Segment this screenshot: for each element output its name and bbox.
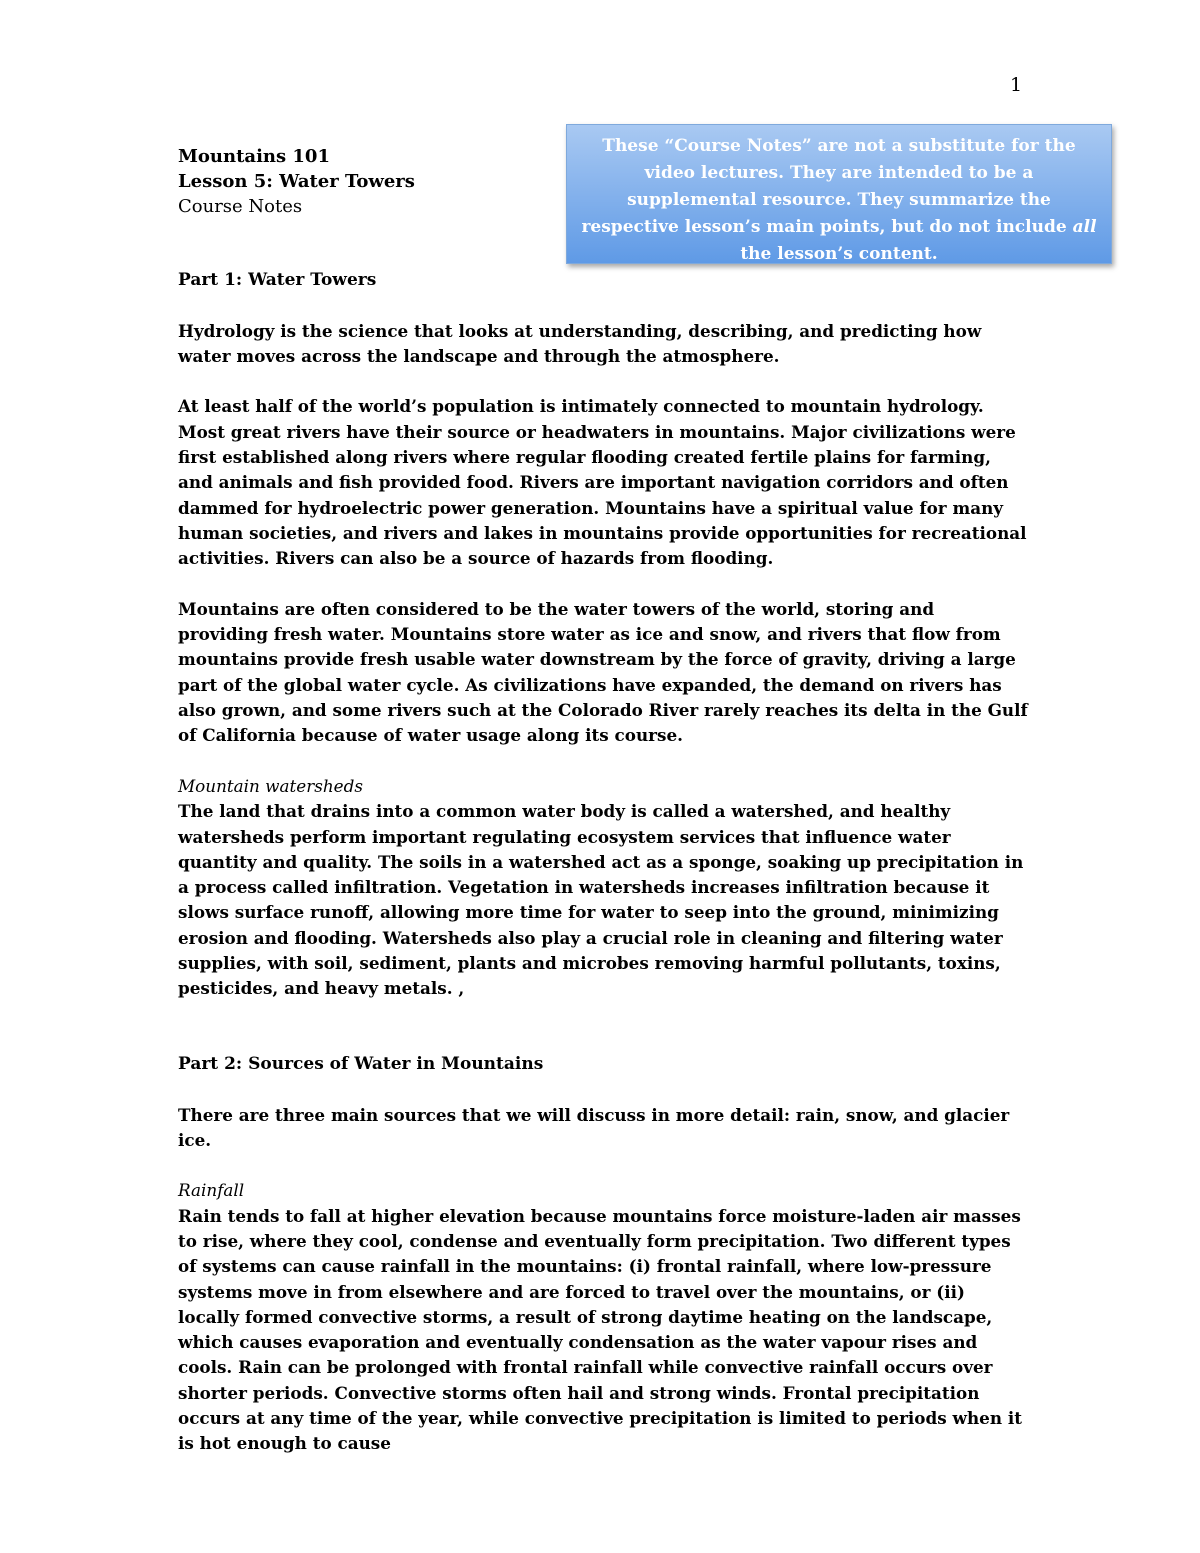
part2-heading: Part 2: Sources of Water in Mountains xyxy=(178,1053,544,1074)
course-title: Mountains 101 xyxy=(178,146,330,167)
paragraph: There are three main sources that we will discuss in more detail: rain, snow, and glacier ice. xyxy=(178,1104,1010,1150)
spacer xyxy=(178,1027,1028,1052)
paragraph: The land that drains into a common water body is called a watershed, and healthy watersheds perform important regulating ecosystem services that influence water quantity and quality. The soils in a watershed act as a sponge, soaking up precipitation in a process called infiltration. Vegetation in watersheds increases infiltration because it slows surface runoff, allowing more time for water to seep into the ground, minimizing erosion and flooding. Watersheds also play a crucial role in cleaning and filtering water supplies, with soil, sediment, plants and microbes removing harmful pollutants, toxins, pesticides, and heavy metals. , xyxy=(178,801,1024,999)
document-header xyxy=(178,144,415,219)
paragraph: At least half of the world’s population is intimately connected to mountain hydrology. Most great rivers have their source or headwaters in mountains. Major civilizations were first established along rivers where regular flooding created fertile plains for farming, and animals and fish provided food. Rivers are important navigation corridors and often dammed for hydroelectric power generation. Mountains have a spiritual value for many human societies, and rivers and lakes in mountains provide opportunities for recreational activities. Rivers can also be a source of hazards from flooding. xyxy=(178,396,1027,569)
page-number: 1 xyxy=(1010,74,1023,96)
document-body xyxy=(178,268,1028,1482)
paragraph: Hydrology is the science that looks at understanding, describing, and predicting how water moves across the landscape and through the atmosphere. xyxy=(178,320,982,366)
doc-type: Course Notes xyxy=(178,196,303,217)
course-notes-notice xyxy=(566,124,1112,264)
lesson-title: Lesson 5: Water Towers xyxy=(178,171,415,192)
paragraph: Rain tends to fall at higher elevation because mountains force moisture-laden air masses to rise, where they cool, condense and eventually form precipitation. Two different types of systems can cause rainfall in the mountains: (i) frontal rainfall, where low-pressure systems move in from elsewhere and are forced to travel over the mountains, or (ii) locally formed convective storms, a result of strong daytime heating on the landscape, which causes evaporation and eventually condensation as the water vapour rises and cools. Rain can be prolonged with frontal rainfall while convective rainfall occurs over shorter periods. Convective storms often hail and strong winds. Frontal precipitation occurs at any time of the year, while convective precipitation is limited to periods when it is hot enough to cause xyxy=(178,1205,1023,1454)
notice-text-emphasis: all xyxy=(1072,217,1097,237)
part1-heading: Part 1: Water Towers xyxy=(178,270,377,290)
subheading-rainfall: Rainfall xyxy=(178,1180,245,1201)
notice-text-part2: the lesson’s content. xyxy=(740,244,938,264)
paragraph: Mountains are often considered to be the water towers of the world, storing and providing fresh water. Mountains store water as ice and snow, and rivers that flow from mountains provide fresh usable water downstream by the force of gravity, driving a large part of the global water cycle. As civilizations have expanded, the demand on rivers has also grown, and some rivers such at the Colorado River rarely reaches its delta in the Gulf of California because of water usage along its course. xyxy=(178,598,1028,746)
notice-text-part1: These “Course Notes” are not a substitute for the video lectures. They are intended to be a supplemental resource. They summarize the respective lesson’s main points, but do not include xyxy=(581,136,1076,237)
subheading-mountain-watersheds: Mountain watersheds xyxy=(178,775,363,796)
